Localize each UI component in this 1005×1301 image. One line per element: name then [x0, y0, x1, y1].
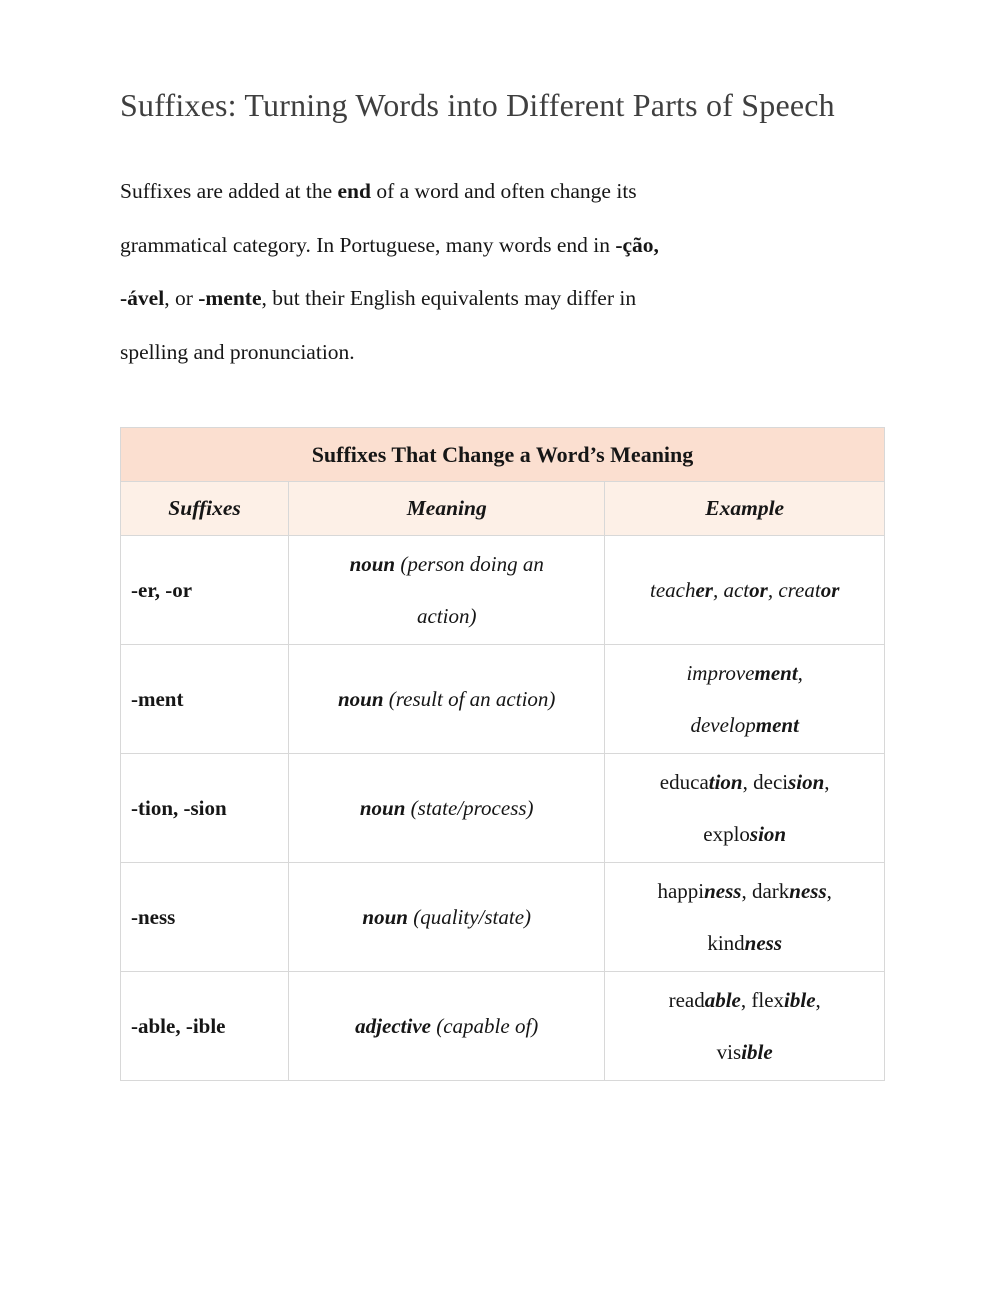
text-segment: adjective — [355, 1014, 431, 1038]
text-segment: spelling and pronunciation. — [120, 339, 355, 364]
text-segment: sion — [749, 822, 787, 846]
suffix-table — [120, 427, 885, 1081]
text-segment: -ment — [131, 687, 184, 711]
text-segment: ness — [704, 879, 742, 903]
table-row — [121, 536, 885, 645]
text-segment: noun — [359, 796, 406, 820]
text-segment: read — [668, 988, 705, 1012]
text-segment: of a word and often change its — [370, 179, 637, 203]
text-segment: -able, -ible — [131, 1014, 226, 1038]
text-segment: , deci — [742, 770, 789, 794]
text-segment: or — [820, 578, 840, 602]
text-segment: Suffixes are added at the — [120, 179, 338, 203]
text-segment: educa — [659, 770, 709, 794]
text-segment: tion — [708, 770, 743, 794]
column-header-example: Example — [605, 482, 885, 536]
cell-suffix — [121, 536, 289, 645]
text-segment: -ção, — [615, 232, 659, 257]
text-segment: , creat — [767, 578, 821, 602]
text-segment: able — [704, 988, 741, 1012]
table-row — [121, 972, 885, 1081]
table-row — [121, 645, 885, 754]
text-segment: , flex — [740, 988, 785, 1012]
text-segment: sion — [788, 770, 825, 794]
text-segment: er — [695, 578, 713, 602]
text-segment: ible — [741, 1040, 773, 1064]
text-segment: end — [337, 179, 371, 203]
text-segment: develop — [690, 713, 756, 737]
cell-example — [605, 972, 885, 1081]
text-segment: noun — [338, 687, 384, 711]
text-segment: ible — [784, 988, 816, 1012]
text-segment: or — [749, 578, 768, 602]
text-segment: , but their English equivalents may differ in — [261, 286, 637, 310]
text-segment: noun — [362, 905, 408, 929]
text-segment: (result of an action) — [383, 687, 556, 711]
text-segment: , — [826, 879, 832, 903]
table-row — [121, 863, 885, 972]
text-segment: -tion, -sion — [131, 796, 227, 820]
text-segment: action) — [416, 604, 477, 628]
cell-example — [605, 536, 885, 645]
table-row — [121, 754, 885, 863]
text-segment: ment — [754, 661, 798, 685]
text-segment: , act — [712, 578, 750, 602]
cell-meaning — [289, 972, 605, 1081]
page-title: Suffixes: Turning Words into Different Parts of Speech — [120, 87, 835, 123]
text-segment: noun — [349, 552, 396, 576]
text-segment: ness — [744, 931, 783, 955]
suffix-table-body — [121, 536, 885, 1081]
text-segment: happi — [657, 879, 705, 903]
cell-meaning — [289, 863, 605, 972]
text-segment: , dark — [741, 879, 790, 903]
text-segment: teach — [649, 578, 696, 602]
text-segment: , — [824, 770, 830, 794]
text-segment: -ável — [120, 286, 165, 310]
text-segment: (quality/state) — [407, 905, 532, 929]
text-segment: , or — [164, 286, 199, 310]
text-segment: (capable of) — [430, 1014, 539, 1038]
text-segment: , — [815, 988, 821, 1012]
text-segment: -mente — [198, 286, 262, 310]
cell-example — [605, 645, 885, 754]
cell-example — [605, 863, 885, 972]
suffix-table-head — [121, 428, 885, 536]
text-segment: (person doing an — [395, 552, 544, 576]
cell-example — [605, 754, 885, 863]
cell-suffix — [121, 645, 289, 754]
text-segment: vis — [716, 1040, 742, 1064]
table-title-row — [121, 428, 885, 482]
cell-suffix — [121, 754, 289, 863]
text-segment: ness — [789, 879, 827, 903]
text-segment: -ness — [131, 905, 176, 929]
text-segment: , — [797, 661, 803, 685]
text-segment: kind — [707, 931, 745, 955]
text-segment: ment — [755, 713, 799, 737]
cell-suffix — [121, 972, 289, 1081]
column-header-meaning: Meaning — [289, 482, 605, 536]
cell-meaning — [289, 645, 605, 754]
table-title: Suffixes That Change a Word’s Meaning — [121, 428, 885, 482]
intro-paragraph — [120, 165, 885, 379]
text-segment: explo — [703, 822, 750, 846]
cell-meaning — [289, 754, 605, 863]
text-segment: grammatical category. In Portuguese, many words end in — [120, 232, 616, 257]
text-segment: improve — [686, 661, 755, 685]
column-header-suffixes: Suffixes — [121, 482, 289, 536]
text-segment: (state/process) — [405, 796, 534, 820]
document-content — [120, 0, 885, 1081]
cell-meaning — [289, 536, 605, 645]
cell-suffix — [121, 863, 289, 972]
column-header-row — [121, 482, 885, 536]
text-segment: -er, -or — [131, 578, 193, 602]
